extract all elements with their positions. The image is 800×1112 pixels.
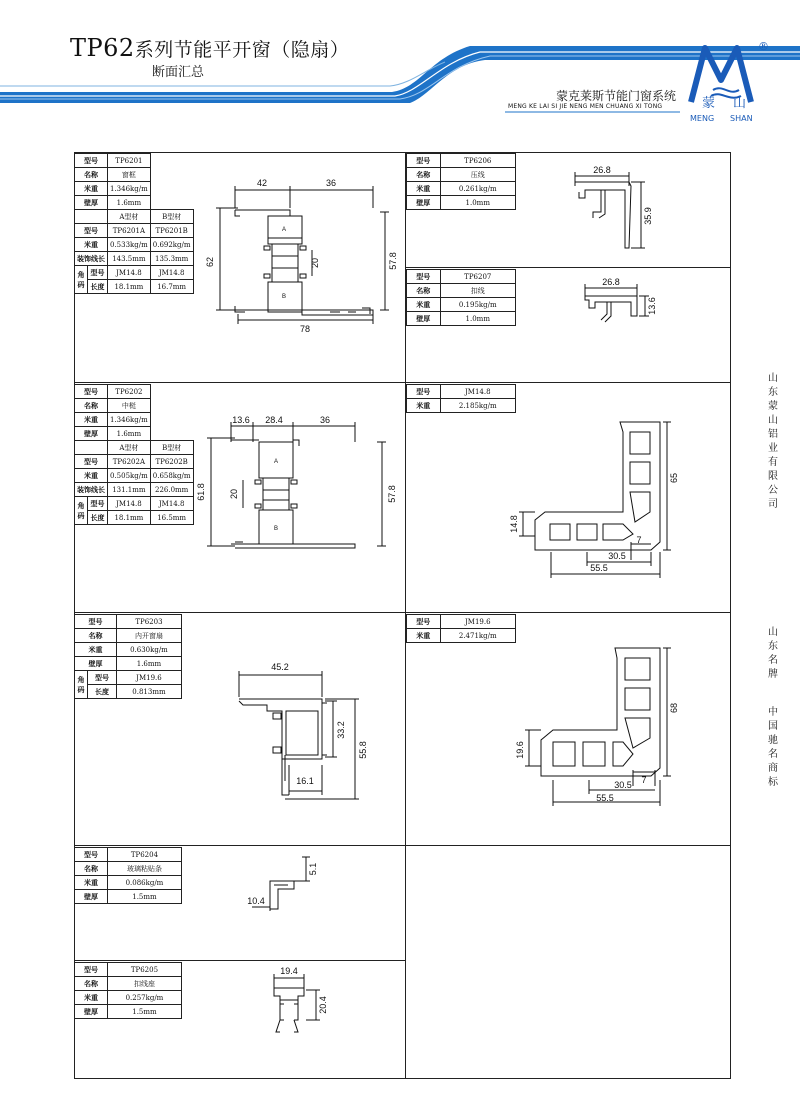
spec-cell: 型号: [75, 615, 117, 629]
spec-cell: 米重: [407, 182, 441, 196]
spec-cell: TP6202A: [108, 455, 151, 469]
spec-cell: TP6205: [107, 963, 181, 977]
tp6206-section-drawing: [565, 162, 675, 254]
spec-cell: 型号: [75, 385, 108, 399]
spec-cell: TP6206: [440, 154, 515, 168]
spec-table-jm148: [406, 384, 516, 413]
spec-cell: 1.6mm: [108, 427, 151, 441]
spec-cell: 2.471kg/m: [440, 629, 515, 643]
spec-cell: 米重: [407, 298, 441, 312]
tp6201-dim-h-total: 62: [205, 256, 215, 268]
tp6201-dim-w2: 36: [325, 178, 337, 188]
spec-cell: TP6203: [116, 615, 181, 629]
page-title: TP62系列节能平开窗（隐扇）: [70, 34, 350, 62]
spec-cell: 长度: [88, 511, 108, 525]
spec-cell: 角码: [75, 266, 88, 294]
spec-cell: 1.5mm: [107, 1005, 181, 1019]
jm148-dim-s: 7: [636, 535, 642, 545]
company-name: 蒙克莱斯节能门窗系统: [556, 89, 677, 103]
spec-cell: TP6204: [107, 848, 181, 862]
spec-cell: 135.3mm: [150, 252, 193, 266]
tp6202-dim-w3: 36: [319, 415, 331, 425]
tp6202-label-a: A: [273, 459, 279, 465]
spec-table-jm196: [406, 614, 516, 643]
spec-cell: 米重: [407, 629, 441, 643]
spec-cell: 1.346kg/m: [108, 182, 151, 196]
jm196-dim-h: 68: [669, 702, 679, 714]
tp6202-dim-w2: 28.4: [265, 415, 283, 425]
spec-cell: 米重: [75, 469, 108, 483]
tp6207-dim-w: 26.8: [602, 277, 620, 287]
spec-cell: JM14.8: [108, 497, 151, 511]
jm196-dim-b: 55.5: [596, 793, 614, 803]
side-trademark-award: 中国驰名商标: [768, 707, 778, 788]
spec-table-tp6207: [406, 269, 516, 326]
spec-cell: 壁厚: [75, 890, 108, 904]
spec-cell: 0.692kg/m: [150, 238, 193, 252]
spec-cell: 型号: [88, 497, 108, 511]
spec-cell: 名称: [407, 284, 441, 298]
spec-cell: 型号: [88, 671, 117, 685]
spec-cell: 18.1mm: [108, 280, 151, 294]
spec-cell: 名称: [75, 977, 108, 991]
spec-cell: 1.6mm: [108, 196, 151, 210]
spec-cell: 0.195kg/m: [440, 298, 515, 312]
tp6205-dim-w: 19.4: [280, 966, 298, 976]
spec-cell: 窗框: [108, 168, 151, 182]
spec-cell: 0.261kg/m: [440, 182, 515, 196]
spec-cell: 壁厚: [75, 427, 108, 441]
spec-cell: 米重: [75, 413, 108, 427]
tp6201-section-drawing: [180, 172, 405, 342]
spec-cell: 型号: [75, 963, 108, 977]
jm148-dim-b: 55.5: [590, 563, 608, 573]
spec-table-tp6203: [74, 614, 182, 699]
tp6202-section-drawing: [195, 412, 405, 560]
company-pinyin: MENG KE LAI SI JIE NENG MEN CHUANG XI TONG: [508, 103, 663, 110]
spec-cell: 型号: [75, 154, 108, 168]
jm196-dim-t: 19.6: [515, 741, 525, 759]
jm148-dim-t: 14.8: [509, 515, 519, 533]
side-company-name: 山东蒙山铝业有限公司: [768, 373, 778, 510]
tp6206-dim-w: 26.8: [593, 165, 611, 175]
spec-cell: 名称: [407, 168, 441, 182]
spec-cell: JM19.6: [116, 671, 181, 685]
tp6204-dim-h: 5.1: [308, 862, 318, 876]
spec-cell: 0.257kg/m: [107, 991, 181, 1005]
spec-cell: 长度: [88, 685, 117, 699]
tp6202-dim-h-total: 61.8: [196, 483, 206, 501]
spec-cell: 2.185kg/m: [440, 399, 515, 413]
jm196-corner-drawing: [505, 640, 685, 810]
spec-cell: 扣线: [440, 284, 515, 298]
tp6202-dim-w1: 13.6: [232, 415, 250, 425]
spec-cell: 型号: [75, 224, 108, 238]
spec-cell: A型材: [108, 441, 151, 455]
spec-cell: 米重: [407, 399, 441, 413]
spec-cell: 角码: [75, 671, 88, 699]
side-brand-award: 山东名牌: [768, 627, 778, 680]
spec-cell: 1.0mm: [440, 196, 515, 210]
tp6202-label-b: B: [273, 526, 279, 532]
spec-table-tp6204: [74, 847, 182, 904]
spec-cell: 中梃: [108, 399, 151, 413]
spec-cell: 壁厚: [75, 1005, 108, 1019]
spec-cell: 143.5mm: [108, 252, 151, 266]
spec-cell: A型材: [108, 210, 151, 224]
spec-cell: 装饰线长: [75, 483, 108, 497]
spec-cell: 0.086kg/m: [107, 876, 181, 890]
tp6202-dim-h-right: 57.8: [387, 485, 397, 503]
brand-pinyin-2: SHAN: [730, 114, 753, 123]
spec-cell: TP6201: [108, 154, 151, 168]
spec-cell: 壁厚: [407, 312, 441, 326]
spec-cell: 型号: [75, 455, 108, 469]
tp6203-dim-h1: 33.2: [336, 721, 346, 739]
spec-cell: 型号: [75, 848, 108, 862]
spec-cell: 226.0mm: [150, 483, 193, 497]
spec-cell: 米重: [75, 238, 108, 252]
spec-cell: B型材: [150, 441, 193, 455]
brand-cn-2: 山: [733, 96, 747, 111]
spec-cell: 18.1mm: [108, 511, 151, 525]
spec-cell: 玻璃粘贴条: [107, 862, 181, 876]
tp6204-dim-w: 10.4: [247, 896, 265, 906]
tp6201-dim-bottom: 78: [299, 324, 311, 334]
spec-cell: TP6201A: [108, 224, 151, 238]
tp6204-section-drawing: [240, 855, 350, 915]
spec-cell: 名称: [75, 629, 117, 643]
spec-cell: 米重: [75, 991, 108, 1005]
tp6201-dim-h-mid: 20: [310, 257, 320, 269]
spec-cell: 131.1mm: [108, 483, 151, 497]
tp6203-dim-h2: 55.8: [358, 741, 368, 759]
tp6207-dim-h: 13.6: [647, 297, 657, 315]
spec-cell: 1.5mm: [107, 890, 181, 904]
spec-cell: 型号: [407, 154, 441, 168]
spec-cell: JM14.8: [440, 385, 515, 399]
spec-cell: 型号: [407, 270, 441, 284]
spec-cell: 型号: [407, 385, 441, 399]
jm148-corner-drawing: [505, 412, 685, 582]
tp6202-dim-h-mid: 20: [229, 488, 239, 500]
spec-cell: 0.533kg/m: [108, 238, 151, 252]
jm148-dim-a: 30.5: [608, 551, 626, 561]
spec-cell: 型号: [88, 266, 108, 280]
spec-cell: TP6201B: [150, 224, 193, 238]
spec-cell: JM14.8: [150, 497, 193, 511]
spec-cell: 名称: [75, 168, 108, 182]
spec-cell: 1.0mm: [440, 312, 515, 326]
tp6203-dim-b: 16.1: [296, 776, 314, 786]
spec-cell: 16.7mm: [150, 280, 193, 294]
tp6201-dim-h-right: 57.8: [388, 252, 398, 270]
spec-cell: 米重: [75, 876, 108, 890]
brand-pinyin-1: MENG: [690, 114, 715, 123]
spec-cell: 0.630kg/m: [116, 643, 181, 657]
tp6205-section-drawing: [258, 960, 348, 1040]
spec-cell: TP6202B: [150, 455, 193, 469]
spec-cell: [75, 210, 108, 224]
spec-cell: [75, 441, 108, 455]
spec-cell: TP6202: [108, 385, 151, 399]
tp6201-dim-w1: 42: [256, 178, 268, 188]
spec-table-tp6201: [74, 153, 194, 294]
spec-cell: 16.5mm: [150, 511, 193, 525]
spec-cell: 米重: [75, 643, 117, 657]
tp6207-section-drawing: [575, 274, 675, 334]
tp6205-dim-h: 20.4: [318, 996, 328, 1014]
spec-cell: 1.346kg/m: [108, 413, 151, 427]
spec-cell: 角码: [75, 497, 88, 525]
spec-cell: 名称: [75, 862, 108, 876]
spec-cell: 0.505kg/m: [108, 469, 151, 483]
tp6201-label-b: B: [281, 294, 287, 300]
tp6206-dim-h: 35.9: [643, 207, 653, 225]
spec-cell: 名称: [75, 399, 108, 413]
jm196-dim-s: 7: [641, 775, 647, 785]
spec-cell: 内开窗扇: [116, 629, 181, 643]
spec-cell: 壁厚: [407, 196, 441, 210]
spec-cell: 0.813mm: [116, 685, 181, 699]
registered-mark: ®: [758, 40, 769, 53]
spec-cell: 米重: [75, 182, 108, 196]
spec-table-tp6206: [406, 153, 516, 210]
spec-cell: 装饰线长: [75, 252, 108, 266]
spec-cell: JM14.8: [108, 266, 151, 280]
tp6203-section-drawing: [225, 655, 375, 805]
spec-table-tp6205: [74, 962, 182, 1019]
spec-cell: 扣线座: [107, 977, 181, 991]
tp6203-dim-w: 45.2: [271, 662, 289, 672]
spec-cell: 壁厚: [75, 196, 108, 210]
spec-cell: JM14.8: [150, 266, 193, 280]
spec-cell: 0.658kg/m: [150, 469, 193, 483]
jm148-dim-h: 65: [669, 472, 679, 484]
brand-cn-1: 蒙: [702, 96, 716, 111]
spec-table-tp6202: [74, 384, 194, 525]
spec-cell: 1.6mm: [116, 657, 181, 671]
spec-cell: JM19.6: [440, 615, 515, 629]
spec-cell: 壁厚: [75, 657, 117, 671]
tp6201-label-a: A: [281, 227, 287, 233]
spec-cell: TP6207: [440, 270, 515, 284]
spec-cell: 型号: [407, 615, 441, 629]
spec-cell: B型材: [150, 210, 193, 224]
spec-cell: 长度: [88, 280, 108, 294]
page-subtitle: 断面汇总: [152, 65, 205, 80]
spec-cell: 压线: [440, 168, 515, 182]
jm196-dim-a: 30.5: [614, 780, 632, 790]
